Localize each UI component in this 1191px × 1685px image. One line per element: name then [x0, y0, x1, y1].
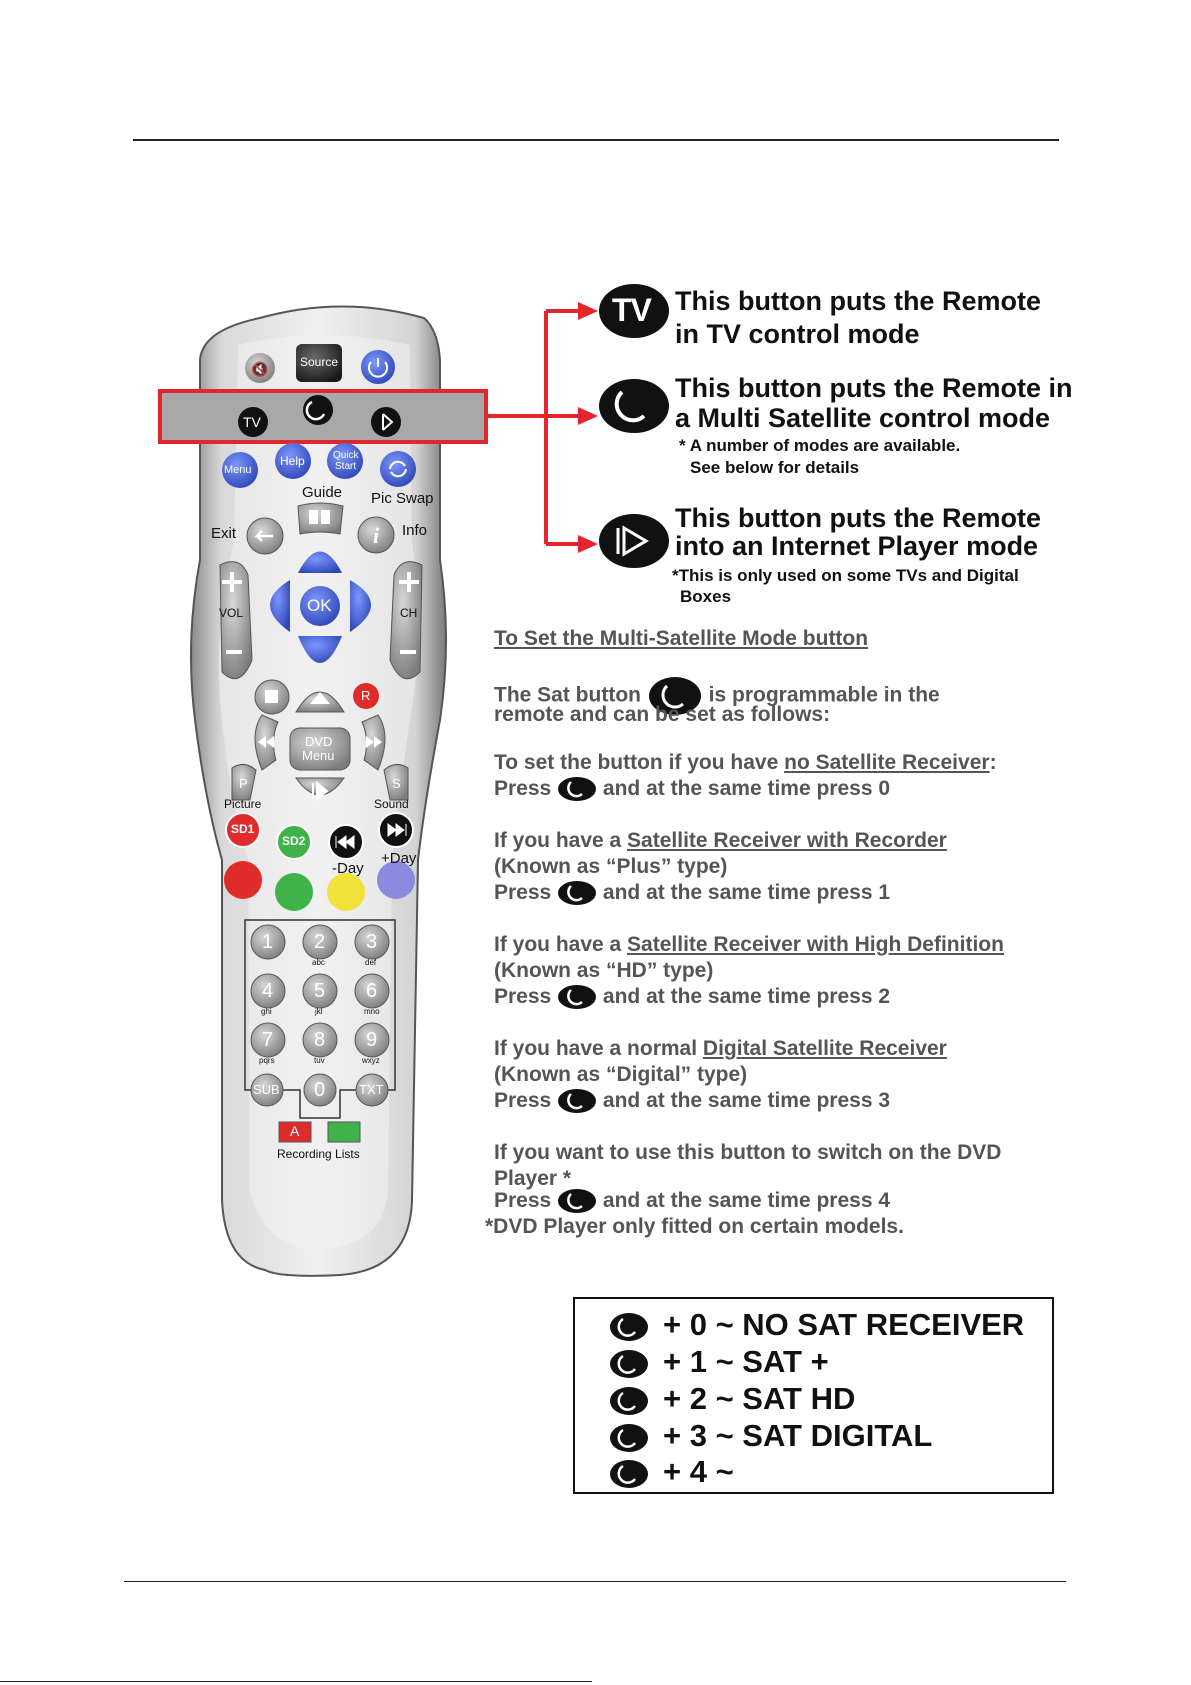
net-callout-title2: into an Internet Player mode: [675, 531, 1039, 561]
key-2[interactable]: 2: [314, 931, 326, 953]
exit-label: Exit: [211, 525, 237, 542]
satellite-icon: [557, 880, 597, 906]
tv-callout-title: This button puts the Remote: [675, 286, 1041, 316]
setting-4-line: If you want to use this button to switch on the DVD: [494, 1141, 1002, 1164]
tv-mode-label: TV: [243, 414, 261, 430]
key-9[interactable]: 9: [366, 1029, 378, 1051]
net-callout-title: This button puts the Remote: [675, 503, 1041, 533]
satellite-icon: [609, 1423, 649, 1453]
sat-note-1: * A number of modes are available.: [679, 436, 961, 455]
key-2-letters: abc: [312, 958, 325, 967]
setting-1-known: (Known as “Plus” type): [494, 855, 728, 878]
red-key: [224, 861, 262, 899]
satellite-icon: [609, 1312, 649, 1342]
net-note-2: Boxes: [680, 587, 732, 606]
sd1-label: SD1: [231, 822, 255, 836]
setting-3-press: Press and at the same time press 3: [494, 1088, 1094, 1114]
setting-1-line: If you have a Satellite Receiver with Recorder: [494, 829, 947, 852]
satellite-icon: [609, 1386, 649, 1416]
picture-label: Picture: [224, 797, 262, 811]
intro-line-2: remote and can be set as follows:: [494, 703, 831, 726]
minus-day-label: -Day: [332, 860, 364, 877]
key-6[interactable]: 6: [366, 980, 378, 1002]
setting-3-known: (Known as “Digital” type): [494, 1063, 748, 1086]
quick-label: Quick: [333, 450, 359, 461]
sub-key[interactable]: SUB: [253, 1082, 280, 1097]
menu-label: Menu: [224, 464, 252, 476]
start-label: Start: [335, 461, 357, 472]
satellite-icon: [557, 984, 597, 1010]
svg-text:🔇: 🔇: [251, 361, 269, 377]
mode-summary-box: [573, 1297, 1054, 1494]
summary-row-1: + 1 ~ SAT +: [609, 1344, 829, 1380]
volume-rocker: [220, 562, 252, 679]
s-label: S: [392, 776, 401, 791]
sound-label: Sound: [374, 797, 409, 811]
key-9-letters: wxyz: [362, 1056, 380, 1065]
net-note-1: *This is only used on some TVs and Digital: [672, 566, 1019, 585]
key-6-letters: mno: [364, 1007, 380, 1016]
setting-0-line: To set the button if you have no Satellite Receiver:: [494, 751, 997, 774]
setting-0-press: Press and at the same time press 0: [494, 776, 1094, 802]
channel-rocker: [390, 562, 422, 679]
setting-2-press: Press and at the same time press 2: [494, 984, 1094, 1010]
key-8-letters: tuv: [314, 1056, 325, 1065]
key-7[interactable]: 7: [262, 1029, 274, 1051]
info-label: Info: [402, 522, 428, 539]
guide-label: Guide: [302, 484, 343, 501]
record-label: R: [361, 688, 371, 703]
key-0[interactable]: 0: [314, 1079, 326, 1101]
setting-2-line: If you have a Satellite Receiver with High Definition: [494, 933, 1004, 956]
svg-text:i: i: [372, 523, 380, 548]
satellite-icon: [609, 1459, 649, 1489]
guide-button: [298, 503, 343, 534]
setting-4-line2: Player *: [494, 1167, 572, 1190]
sd2-label: SD2: [282, 834, 306, 848]
key-1[interactable]: 1: [262, 931, 274, 953]
summary-row-3: + 3 ~ SAT DIGITAL: [609, 1418, 932, 1454]
p-label: P: [239, 776, 248, 791]
key-5-letters: jkl: [315, 1007, 323, 1016]
satellite-icon: [557, 1188, 597, 1214]
picswap-label: Pic Swap: [371, 490, 434, 507]
intro-line-1: The Sat button is programmable in the: [494, 676, 1094, 702]
vol-label: VOL: [219, 606, 244, 620]
plus-day-label: +Day: [381, 850, 417, 867]
ch-label: CH: [400, 606, 418, 620]
setting-2-known: (Known as “HD” type): [494, 959, 714, 982]
a-key-label: A: [290, 1123, 300, 1139]
dvd-label: DVD: [305, 734, 333, 749]
setting-4-press: Press and at the same time press 4: [494, 1188, 1094, 1214]
txt-key[interactable]: TXT: [359, 1082, 384, 1097]
key-7-letters: pqrs: [259, 1056, 275, 1065]
satellite-icon: [609, 1349, 649, 1379]
internet-player-icon: [599, 514, 669, 568]
key-3[interactable]: 3: [366, 931, 378, 953]
help-label: Help: [280, 454, 305, 468]
tv-callout-title2: in TV control mode: [675, 319, 920, 349]
dvd-footnote: *DVD Player only fitted on certain models.: [485, 1215, 904, 1238]
satellite-icon: [557, 1088, 597, 1114]
satellite-icon: [599, 379, 669, 433]
instructions: [485, 626, 1094, 1240]
green-list-button: [328, 1122, 360, 1142]
yellow-key: [327, 873, 365, 911]
tv-badge-text: TV: [612, 292, 651, 328]
summary-row-2: + 2 ~ SAT HD: [609, 1381, 855, 1417]
key-3-letters: def: [365, 958, 377, 967]
setting-3-line: If you have a normal Digital Satellite Receiver: [494, 1037, 947, 1060]
key-4[interactable]: 4: [262, 980, 274, 1002]
summary-row-0: + 0 ~ NO SAT RECEIVER: [609, 1307, 1024, 1343]
source-label: Source: [300, 355, 339, 369]
setting-1-press: Press and at the same time press 1: [494, 880, 1094, 906]
sat-callout-title2: a Multi Satellite control mode: [675, 403, 1051, 433]
ok-label: OK: [307, 596, 332, 615]
key-5[interactable]: 5: [314, 980, 326, 1002]
instructions-heading: To Set the Multi-Satellite Mode button: [494, 627, 869, 650]
key-8[interactable]: 8: [314, 1029, 326, 1051]
internet-mode-button: [371, 407, 401, 437]
green-key: [275, 873, 313, 911]
picswap-button: [380, 451, 416, 487]
sat-note-2: See below for details: [690, 458, 860, 477]
satellite-icon: [557, 776, 597, 802]
dvd-menu-label: Menu: [302, 748, 335, 763]
summary-row-4: + 4 ~: [609, 1454, 734, 1490]
recording-lists-label: Recording Lists: [277, 1147, 360, 1161]
sat-callout-title: This button puts the Remote in: [675, 373, 1073, 403]
callout-connectors: [488, 302, 598, 553]
key-4-letters: ghi: [261, 1007, 272, 1016]
